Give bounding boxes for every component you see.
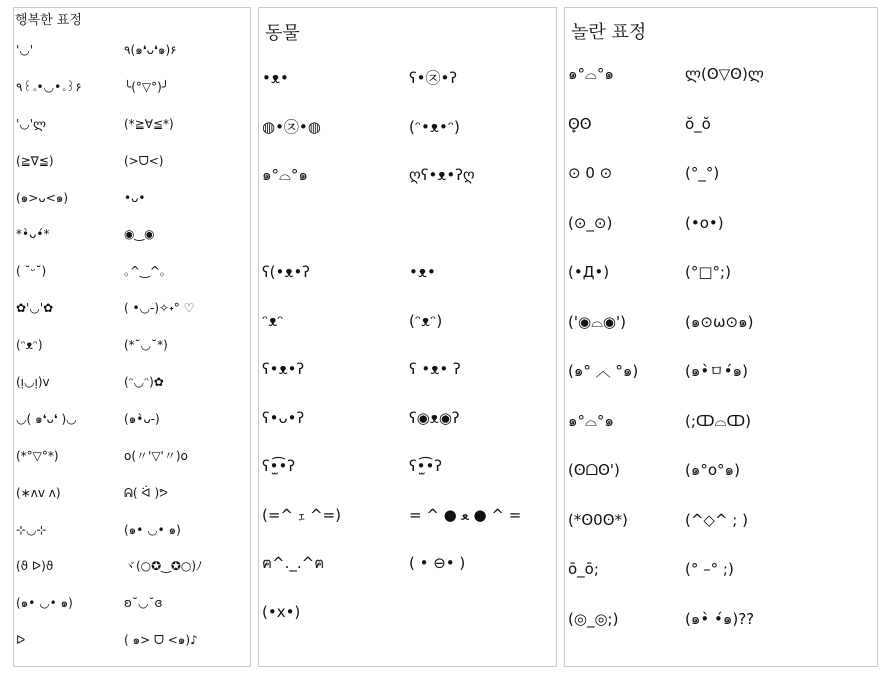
- emoticon-item: ʕ•㉨•ʔ: [409, 69, 458, 87]
- emoticon-item: ٩(๑❛ᴗ❛๑)۶: [124, 43, 177, 57]
- emoticon-row: [14, 188, 250, 225]
- emoticon-item: '◡': [16, 43, 34, 57]
- emoticon-list-animal: [259, 68, 556, 650]
- emoticon-row: [14, 483, 250, 520]
- emoticon-row: [259, 117, 556, 166]
- emoticon-row: [565, 64, 877, 114]
- emoticon-row: [259, 553, 556, 602]
- emoticon-list-happy: [14, 40, 250, 667]
- emoticon-item: ʕ•̫͡•ʔ: [262, 457, 296, 475]
- emoticon-item: ٩꒰｡•◡•｡꒱۶: [16, 79, 82, 94]
- emoticon-item: ʕ•ᴗ•ʔ: [262, 408, 305, 427]
- panel-happy-expressions: [13, 7, 251, 667]
- emoticon-row: [565, 559, 877, 609]
- emoticon-item: •ᴥ•: [262, 69, 289, 87]
- emoticon-item: (*≧∀≦*): [124, 116, 174, 131]
- emoticon-item: ʕ •ᴥ• ʔ: [409, 360, 461, 378]
- emoticon-item: *•̀ᴗ•́*: [16, 227, 50, 242]
- emoticon-item: (๑• ◡• ๑): [124, 522, 181, 537]
- emoticon-item: (๑>ᴗ<๑): [16, 190, 69, 205]
- emoticon-item: •ᴥ•: [409, 263, 436, 281]
- emoticon-row: [565, 411, 877, 461]
- emoticon-item: (;ↀ⌓ↀ): [685, 411, 751, 430]
- emoticon-item: (⊙_⊙): [568, 213, 613, 232]
- emoticon-row: [14, 224, 250, 261]
- emoticon-item: (°_°): [685, 164, 720, 182]
- panel-title-surprised: 놀란 표정: [571, 22, 647, 43]
- emoticon-item: (ᴉ◡ᴉ)v: [16, 375, 50, 390]
- emoticon-item: ( ๑> ᗜ <๑)♪: [124, 633, 198, 648]
- emoticon-item: ( ˘ᵕ˘): [16, 264, 47, 279]
- emoticon-item: (ϑ ᐅ)ϑ: [16, 559, 54, 574]
- emoticon-item: ⊙ 0 ⊙: [568, 164, 613, 182]
- emoticon-item: ღʕ•ᴥ•ʔღ: [409, 166, 475, 184]
- emoticon-item: (๑•̀ •́๑)??: [685, 609, 755, 628]
- emoticon-item: ʘ̥ʘ: [568, 114, 592, 133]
- emoticon-row: [565, 312, 877, 362]
- emoticon-item: ŏ_ŏ: [685, 114, 711, 133]
- emoticon-row: [14, 409, 250, 446]
- emoticon-item: ( •◡-)✧˖° ♡: [124, 301, 195, 316]
- emoticon-row: [14, 593, 250, 630]
- emoticon-item: ᵔᴥᵔ: [262, 311, 284, 330]
- emoticon-item: ◉‿◉: [124, 227, 155, 242]
- emoticon-item: ◡( ๑❛ᴗ❛ )◡: [16, 411, 77, 426]
- emoticon-item: (ʘᗝʘ'): [568, 461, 620, 479]
- emoticon-item: '◡'ლ: [16, 116, 46, 131]
- emoticon-row: [14, 77, 250, 114]
- emoticon-item: = ^ ● ﻌ ● ^ =: [409, 505, 522, 524]
- emoticon-row: [259, 262, 556, 311]
- emoticon-item: (*˘◡˘*): [124, 338, 168, 353]
- emoticon-row: [259, 408, 556, 457]
- emoticon-item: (*°▽°*): [16, 448, 59, 463]
- emoticon-item: (°□°;): [685, 263, 731, 281]
- emoticon-row: [14, 556, 250, 593]
- emoticon-row: [259, 214, 556, 263]
- emoticon-item: ᕱ( ᐛ )ᕗ: [124, 485, 168, 500]
- emoticon-item: ╰(°▽°)╯: [124, 79, 170, 94]
- emoticon-row: [14, 372, 250, 409]
- emoticon-item: (ᵔ◡ᵔ)✿: [124, 375, 164, 390]
- emoticon-row: [259, 359, 556, 408]
- emoticon-row: [565, 163, 877, 213]
- emoticon-row: [565, 114, 877, 164]
- emoticon-item: (>ᗜ<): [124, 153, 164, 168]
- emoticon-row: [14, 446, 250, 483]
- emoticon-item: (•Д•): [568, 263, 610, 281]
- emoticon-item: (∗ᴧv ᴧ): [16, 485, 61, 500]
- emoticon-item: (ᵔ•ᴥ•ᵔ): [409, 117, 460, 136]
- emoticon-item: (*ʘ0ʘ*): [568, 510, 628, 529]
- emoticon-row: [565, 460, 877, 510]
- emoticon-row: [14, 520, 250, 557]
- panel-animal-expressions: [258, 7, 557, 667]
- emoticon-item: ヾ(○✪‿✪○)ﾉ: [124, 559, 203, 574]
- emoticon-item: ๑°⌓°๑: [568, 411, 614, 430]
- emoticon-item: (•x•): [262, 602, 301, 621]
- emoticon-row: [259, 602, 556, 651]
- emoticon-item: ('◉⌓◉'): [568, 312, 626, 331]
- emoticon-row: [14, 630, 250, 667]
- emoticon-row: [259, 165, 556, 214]
- emoticon-item: (•o•): [685, 213, 724, 232]
- emoticon-item: (๑•̀ᴗ-): [124, 411, 160, 426]
- emoticon-row: [565, 361, 877, 411]
- emoticon-item: ᐅ: [16, 633, 26, 648]
- emoticon-item: ๑°⌓°๑: [568, 65, 614, 83]
- emoticon-item: ⊹◡⊹: [16, 522, 47, 537]
- emoticon-item: ʕ(•ᴥ•ʔ: [262, 263, 310, 281]
- emoticon-item: ◍•㉨•◍: [262, 117, 321, 136]
- emoticon-item: (๑° ︿ °๑): [568, 362, 639, 380]
- emoticon-item: (° –° ;): [685, 560, 734, 578]
- emoticon-row: [565, 262, 877, 312]
- emoticon-row: [259, 68, 556, 117]
- emoticon-row: [565, 510, 877, 560]
- emoticon-list-surprised: [565, 64, 877, 658]
- emoticon-item: (๑• ◡• ๑): [16, 596, 73, 611]
- emoticon-item: ✿'◡'✿: [16, 301, 54, 316]
- panel-title-animal: 동물: [265, 23, 300, 44]
- emoticon-item: ʕ◉ᴥ◉ʔ: [409, 408, 460, 427]
- emoticon-item: (^◇^ ; ): [685, 510, 748, 529]
- panel-title-happy: 행복한 표정: [15, 13, 82, 28]
- emoticon-item: ʕ•̫͡•ʔ: [409, 457, 443, 475]
- emoticon-item: (≧∇≦): [16, 153, 54, 168]
- emoticon-row: [565, 213, 877, 263]
- emoticon-row: [14, 261, 250, 298]
- emoticon-item: (◎_◎;): [568, 609, 619, 628]
- emoticon-item: (ᵔᴥᵔ): [409, 311, 443, 330]
- emoticon-item: ฅ^._.^ฅ: [262, 554, 325, 572]
- emoticon-row: [259, 311, 556, 360]
- emoticon-item: (=^ ｪ ^=): [262, 505, 342, 524]
- emoticon-row: [14, 114, 250, 151]
- emoticon-row: [14, 151, 250, 188]
- emoticon-item: ō_ō;: [568, 560, 599, 578]
- emoticon-item: ｡^‿^｡: [124, 264, 166, 279]
- emoticon-row: [14, 298, 250, 335]
- emoticon-row: [14, 335, 250, 372]
- emoticon-item: ʕ•ᴥ•ʔ: [262, 360, 305, 378]
- emoticon-item: (๑⊙ω⊙๑): [685, 312, 754, 331]
- emoticon-row: [565, 609, 877, 659]
- emoticon-row: [259, 505, 556, 554]
- emoticon-row: [259, 456, 556, 505]
- emoticon-item: (๑°o°๑): [685, 461, 740, 479]
- emoticon-item: ლ(ʘ▽ʘ)ლ: [685, 65, 764, 83]
- emoticon-item: (ᵔᴥᵔ): [16, 338, 43, 353]
- emoticon-item: •ᴗ•: [124, 190, 146, 205]
- emoticon-item: o(〃'▽'〃)o: [124, 448, 188, 463]
- panel-surprised-expressions: [564, 7, 878, 667]
- emoticon-item: ๑°⌓°๑: [262, 166, 308, 184]
- emoticon-item: ʚ˘◡˘ɞ: [124, 596, 163, 611]
- emoticon-item: (๑•̀ㅁ•́๑): [685, 362, 748, 380]
- emoticon-row: [14, 40, 250, 77]
- emoticon-item: ( • ⊖• ): [409, 554, 466, 572]
